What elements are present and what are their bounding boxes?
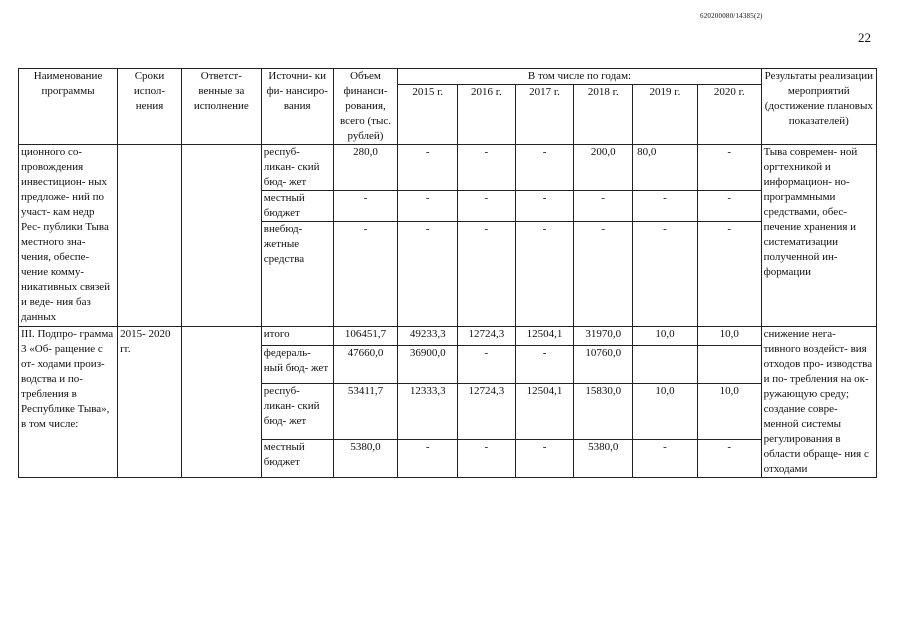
y2018-cell: 200,0 — [574, 145, 633, 191]
y2015-cell: - — [398, 440, 458, 478]
document-id: 620200080/14385(2) — [700, 12, 763, 20]
y2019-cell: 10,0 — [633, 384, 698, 440]
y2017-cell: - — [515, 191, 574, 222]
total-cell: 53411,7 — [333, 384, 398, 440]
header-sources: Источни- ки фи- нансиро- вания — [261, 69, 333, 145]
y2016-cell: - — [458, 440, 516, 478]
total-cell: - — [333, 222, 398, 327]
header-results: Результаты реализации мероприятий (достижение плановых показателей) — [761, 69, 876, 145]
terms-cell — [118, 145, 182, 327]
header-year-2015: 2015 г. — [398, 85, 458, 145]
table-row — [19, 145, 877, 191]
y2015-cell: - — [398, 222, 458, 327]
y2020-cell: - — [697, 191, 761, 222]
source-cell: итого — [261, 327, 333, 346]
total-cell: 280,0 — [333, 145, 398, 191]
y2019-cell: - — [633, 222, 698, 327]
y2017-cell: - — [515, 346, 574, 384]
y2020-cell: 10,0 — [697, 384, 761, 440]
y2018-cell: 31970,0 — [574, 327, 633, 346]
total-cell: 106451,7 — [333, 327, 398, 346]
header-year-2019: 2019 г. — [633, 85, 698, 145]
program-cell: III. Подпро- грамма 3 «Об- ращение с от- ходами произ- водства и по- требления в Республике Тыва», в том числе: — [19, 327, 118, 478]
y2016-cell: - — [458, 222, 516, 327]
header-program-name: Наименование программы — [19, 69, 118, 145]
y2019-cell: - — [633, 440, 698, 478]
y2016-cell: 12724,3 — [458, 384, 516, 440]
y2017-cell: 12504,1 — [515, 327, 574, 346]
header-row-1 — [19, 69, 877, 85]
header-year-2020: 2020 г. — [697, 85, 761, 145]
responsible-cell — [181, 327, 261, 478]
y2020-cell: - — [697, 145, 761, 191]
program-cell: ционного со- провождения инвестицион- ных предложе- ний по участ- кам недр Рес- публики Тыва местного зна- чения, обеспе- чение комму- никативных связей и веде- ния баз данных — [19, 145, 118, 327]
header-responsible: Ответст- венные за исполнение — [181, 69, 261, 145]
source-cell: местный бюджет — [261, 440, 333, 478]
source-cell: респуб- ликан- ский бюд- жет — [261, 384, 333, 440]
y2016-cell: 12724,3 — [458, 327, 516, 346]
y2019-cell — [633, 346, 698, 384]
header-year-2018: 2018 г. — [574, 85, 633, 145]
y2015-cell: - — [398, 145, 458, 191]
header-year-2017: 2017 г. — [515, 85, 574, 145]
table-row — [19, 327, 877, 346]
y2020-cell: 10,0 — [697, 327, 761, 346]
page-number: 22 — [858, 30, 871, 45]
y2015-cell: 36900,0 — [398, 346, 458, 384]
source-cell: респуб- ликан- ский бюд- жет — [261, 145, 333, 191]
responsible-cell — [181, 145, 261, 327]
source-cell: федераль- ный бюд- жет — [261, 346, 333, 384]
y2018-cell: - — [574, 222, 633, 327]
y2018-cell: 10760,0 — [574, 346, 633, 384]
y2018-cell: 5380,0 — [574, 440, 633, 478]
y2017-cell: 12504,1 — [515, 384, 574, 440]
y2018-cell: 15830,0 — [574, 384, 633, 440]
header-volume: Объем финанси- рования, всего (тыс. рублей) — [333, 69, 398, 145]
y2017-cell: - — [515, 222, 574, 327]
financing-table — [18, 68, 877, 478]
y2019-cell: - — [633, 191, 698, 222]
y2015-cell: - — [398, 191, 458, 222]
header-by-years: В том числе по годам: — [398, 69, 761, 85]
terms-cell: 2015- 2020 гг. — [118, 327, 182, 478]
y2015-cell: 12333,3 — [398, 384, 458, 440]
y2020-cell: - — [697, 440, 761, 478]
header-terms: Сроки испол- нения — [118, 69, 182, 145]
source-cell: местный бюджет — [261, 191, 333, 222]
y2017-cell: - — [515, 145, 574, 191]
y2016-cell: - — [458, 145, 516, 191]
y2017-cell: - — [515, 440, 574, 478]
header-year-2016: 2016 г. — [458, 85, 516, 145]
y2016-cell: - — [458, 191, 516, 222]
source-cell: внебюд- жетные средства — [261, 222, 333, 327]
y2016-cell: - — [458, 346, 516, 384]
results-cell: снижение нега- тивного воздейст- вия отходов про- изводства и по- требления на ок- ружающую среду; создание совре- менной системы регулирования в области обраще- ния с отходами — [761, 327, 876, 478]
y2020-cell — [697, 346, 761, 384]
total-cell: 47660,0 — [333, 346, 398, 384]
y2020-cell: - — [697, 222, 761, 327]
y2019-cell: 80,0 — [633, 145, 698, 191]
results-cell: Тыва современ- ной оргтехникой и информацион- но-программными средствами, обес- печение хранения и систематизации полученной ин- формации — [761, 145, 876, 327]
y2018-cell: - — [574, 191, 633, 222]
y2019-cell: 10,0 — [633, 327, 698, 346]
total-cell: - — [333, 191, 398, 222]
total-cell: 5380,0 — [333, 440, 398, 478]
y2015-cell: 49233,3 — [398, 327, 458, 346]
